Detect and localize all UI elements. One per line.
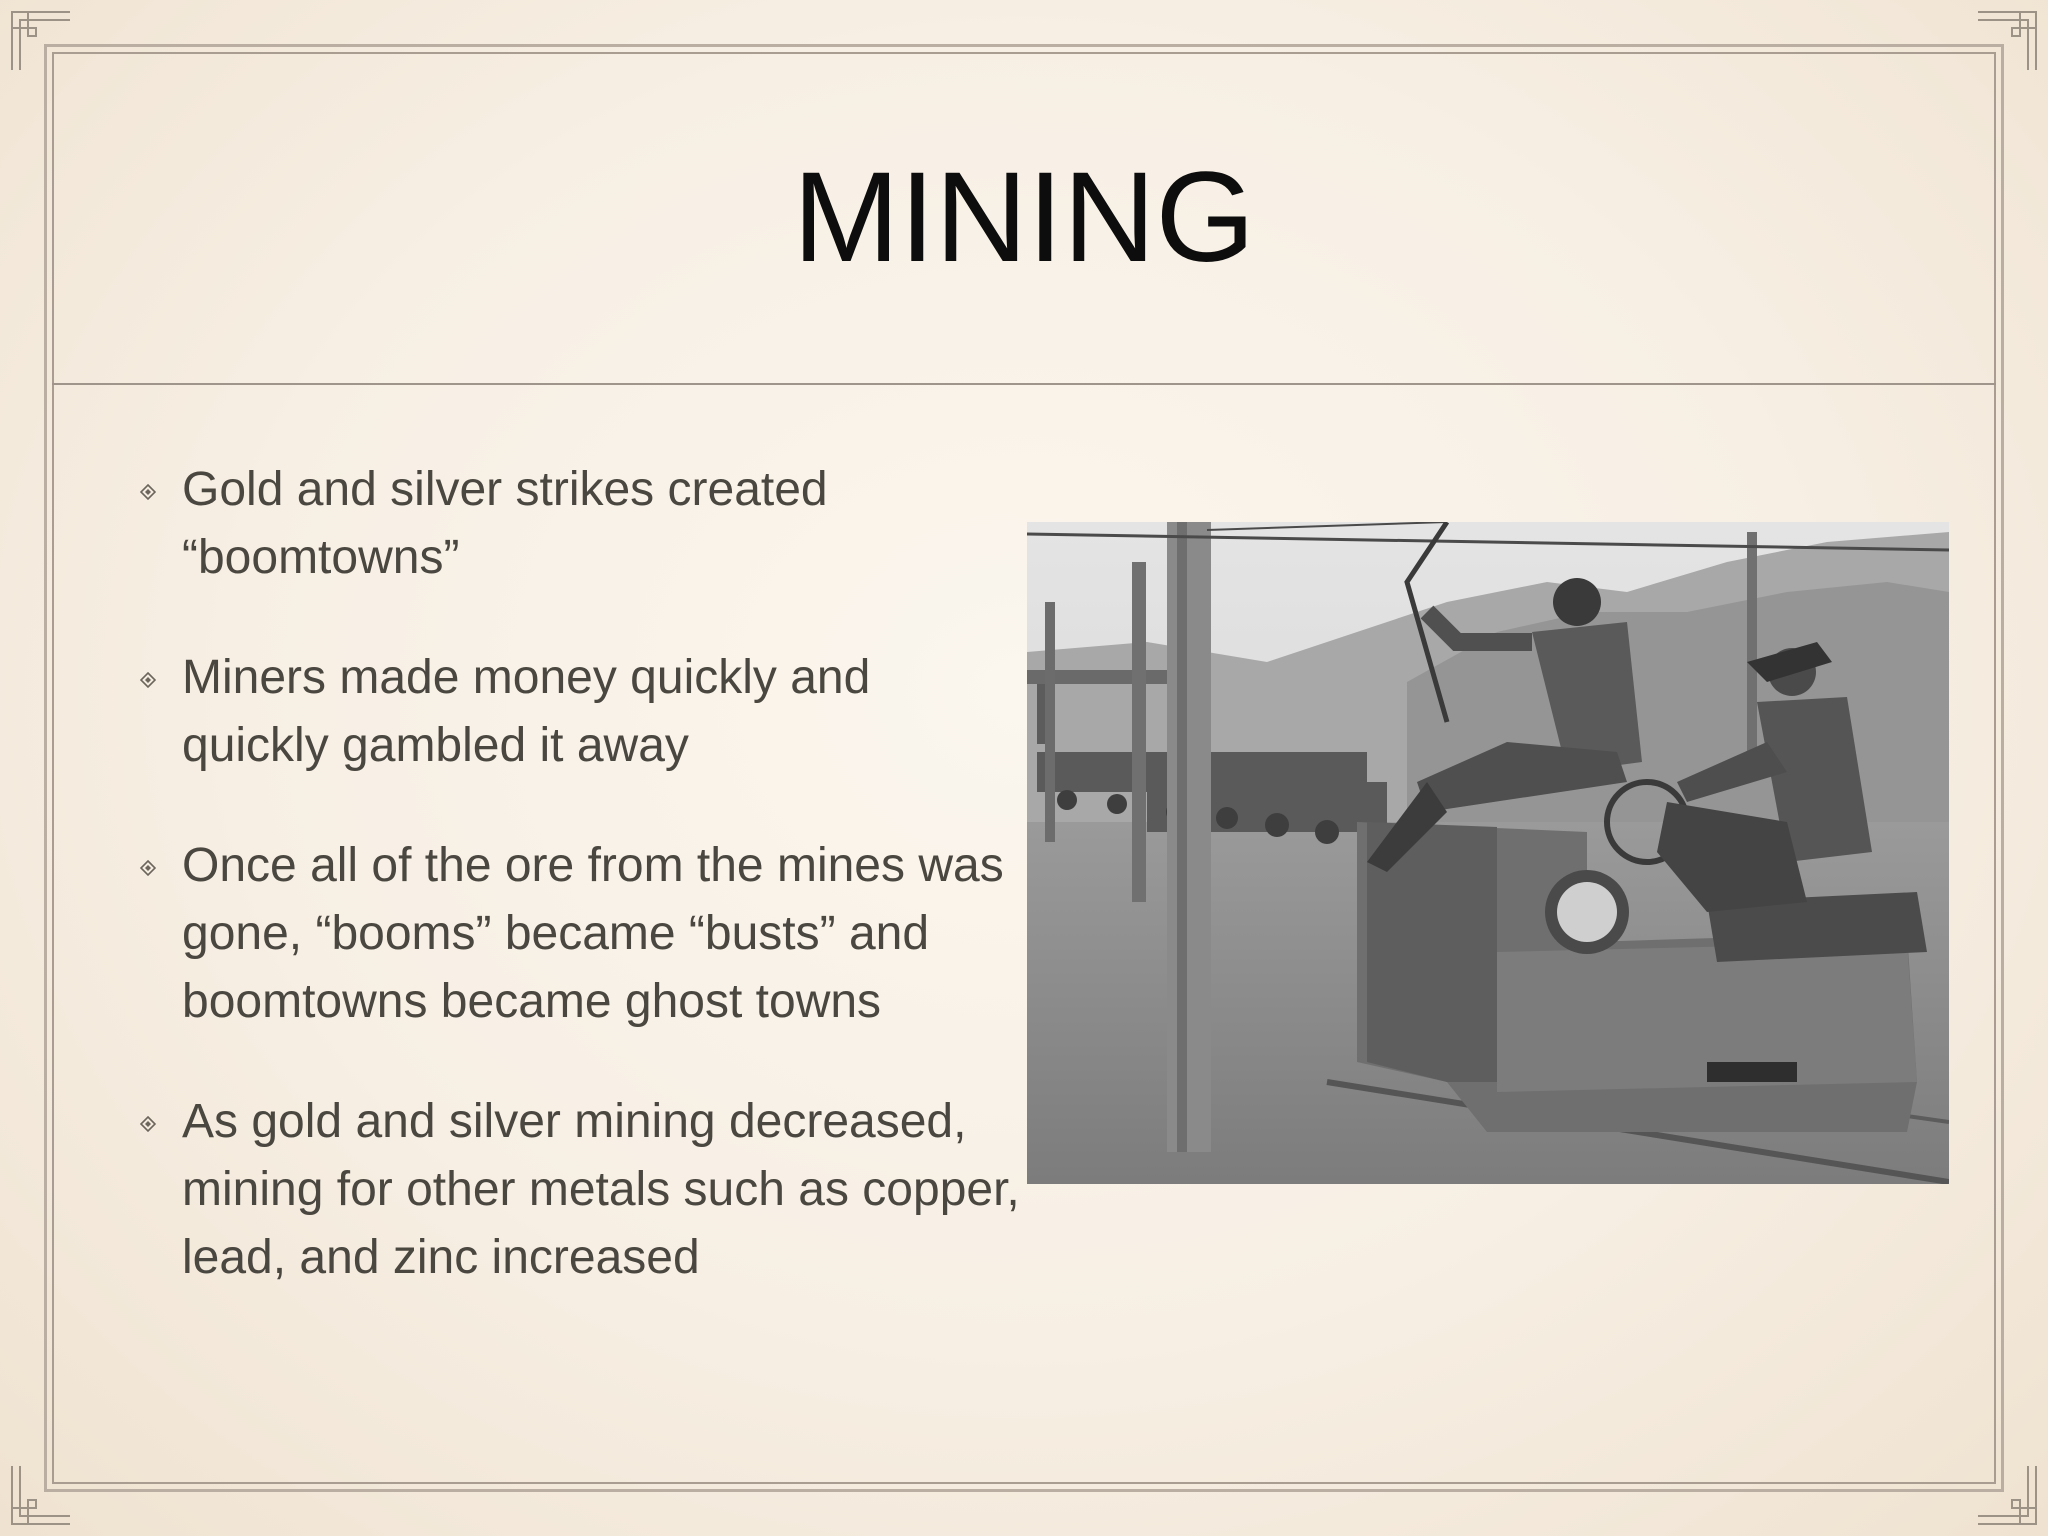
ornamental-corner-icon <box>6 6 76 76</box>
title-divider <box>52 383 1996 385</box>
ornate-diamond-icon <box>140 860 156 876</box>
bullet-text: As gold and silver mining decreased, mining for other metals such as copper, lead, and zinc increased <box>182 1095 1020 1284</box>
bullet-item <box>140 832 1020 1036</box>
ornamental-corner-icon <box>6 1460 76 1530</box>
ornamental-corner-icon <box>1972 6 2042 76</box>
ornate-diamond-icon <box>140 672 156 688</box>
mining-locomotive-photo <box>1027 522 1949 1184</box>
bullet-text: Once all of the ore from the mines was gone, “booms” became “busts” and boomtowns became ghost towns <box>182 839 1004 1028</box>
bullet-list <box>140 456 1020 1344</box>
bullet-text: Miners made money quickly and quickly gambled it away <box>182 651 871 772</box>
ornamental-corner-icon <box>1972 1460 2042 1530</box>
bullet-text: Gold and silver strikes created “boomtowns” <box>182 463 828 584</box>
bullet-item <box>140 456 1020 592</box>
ornate-diamond-icon <box>140 1116 156 1132</box>
ornate-diamond-icon <box>140 484 156 500</box>
bullet-item <box>140 1088 1020 1292</box>
bullet-item <box>140 644 1020 780</box>
slide-title: MINING <box>792 146 1256 289</box>
